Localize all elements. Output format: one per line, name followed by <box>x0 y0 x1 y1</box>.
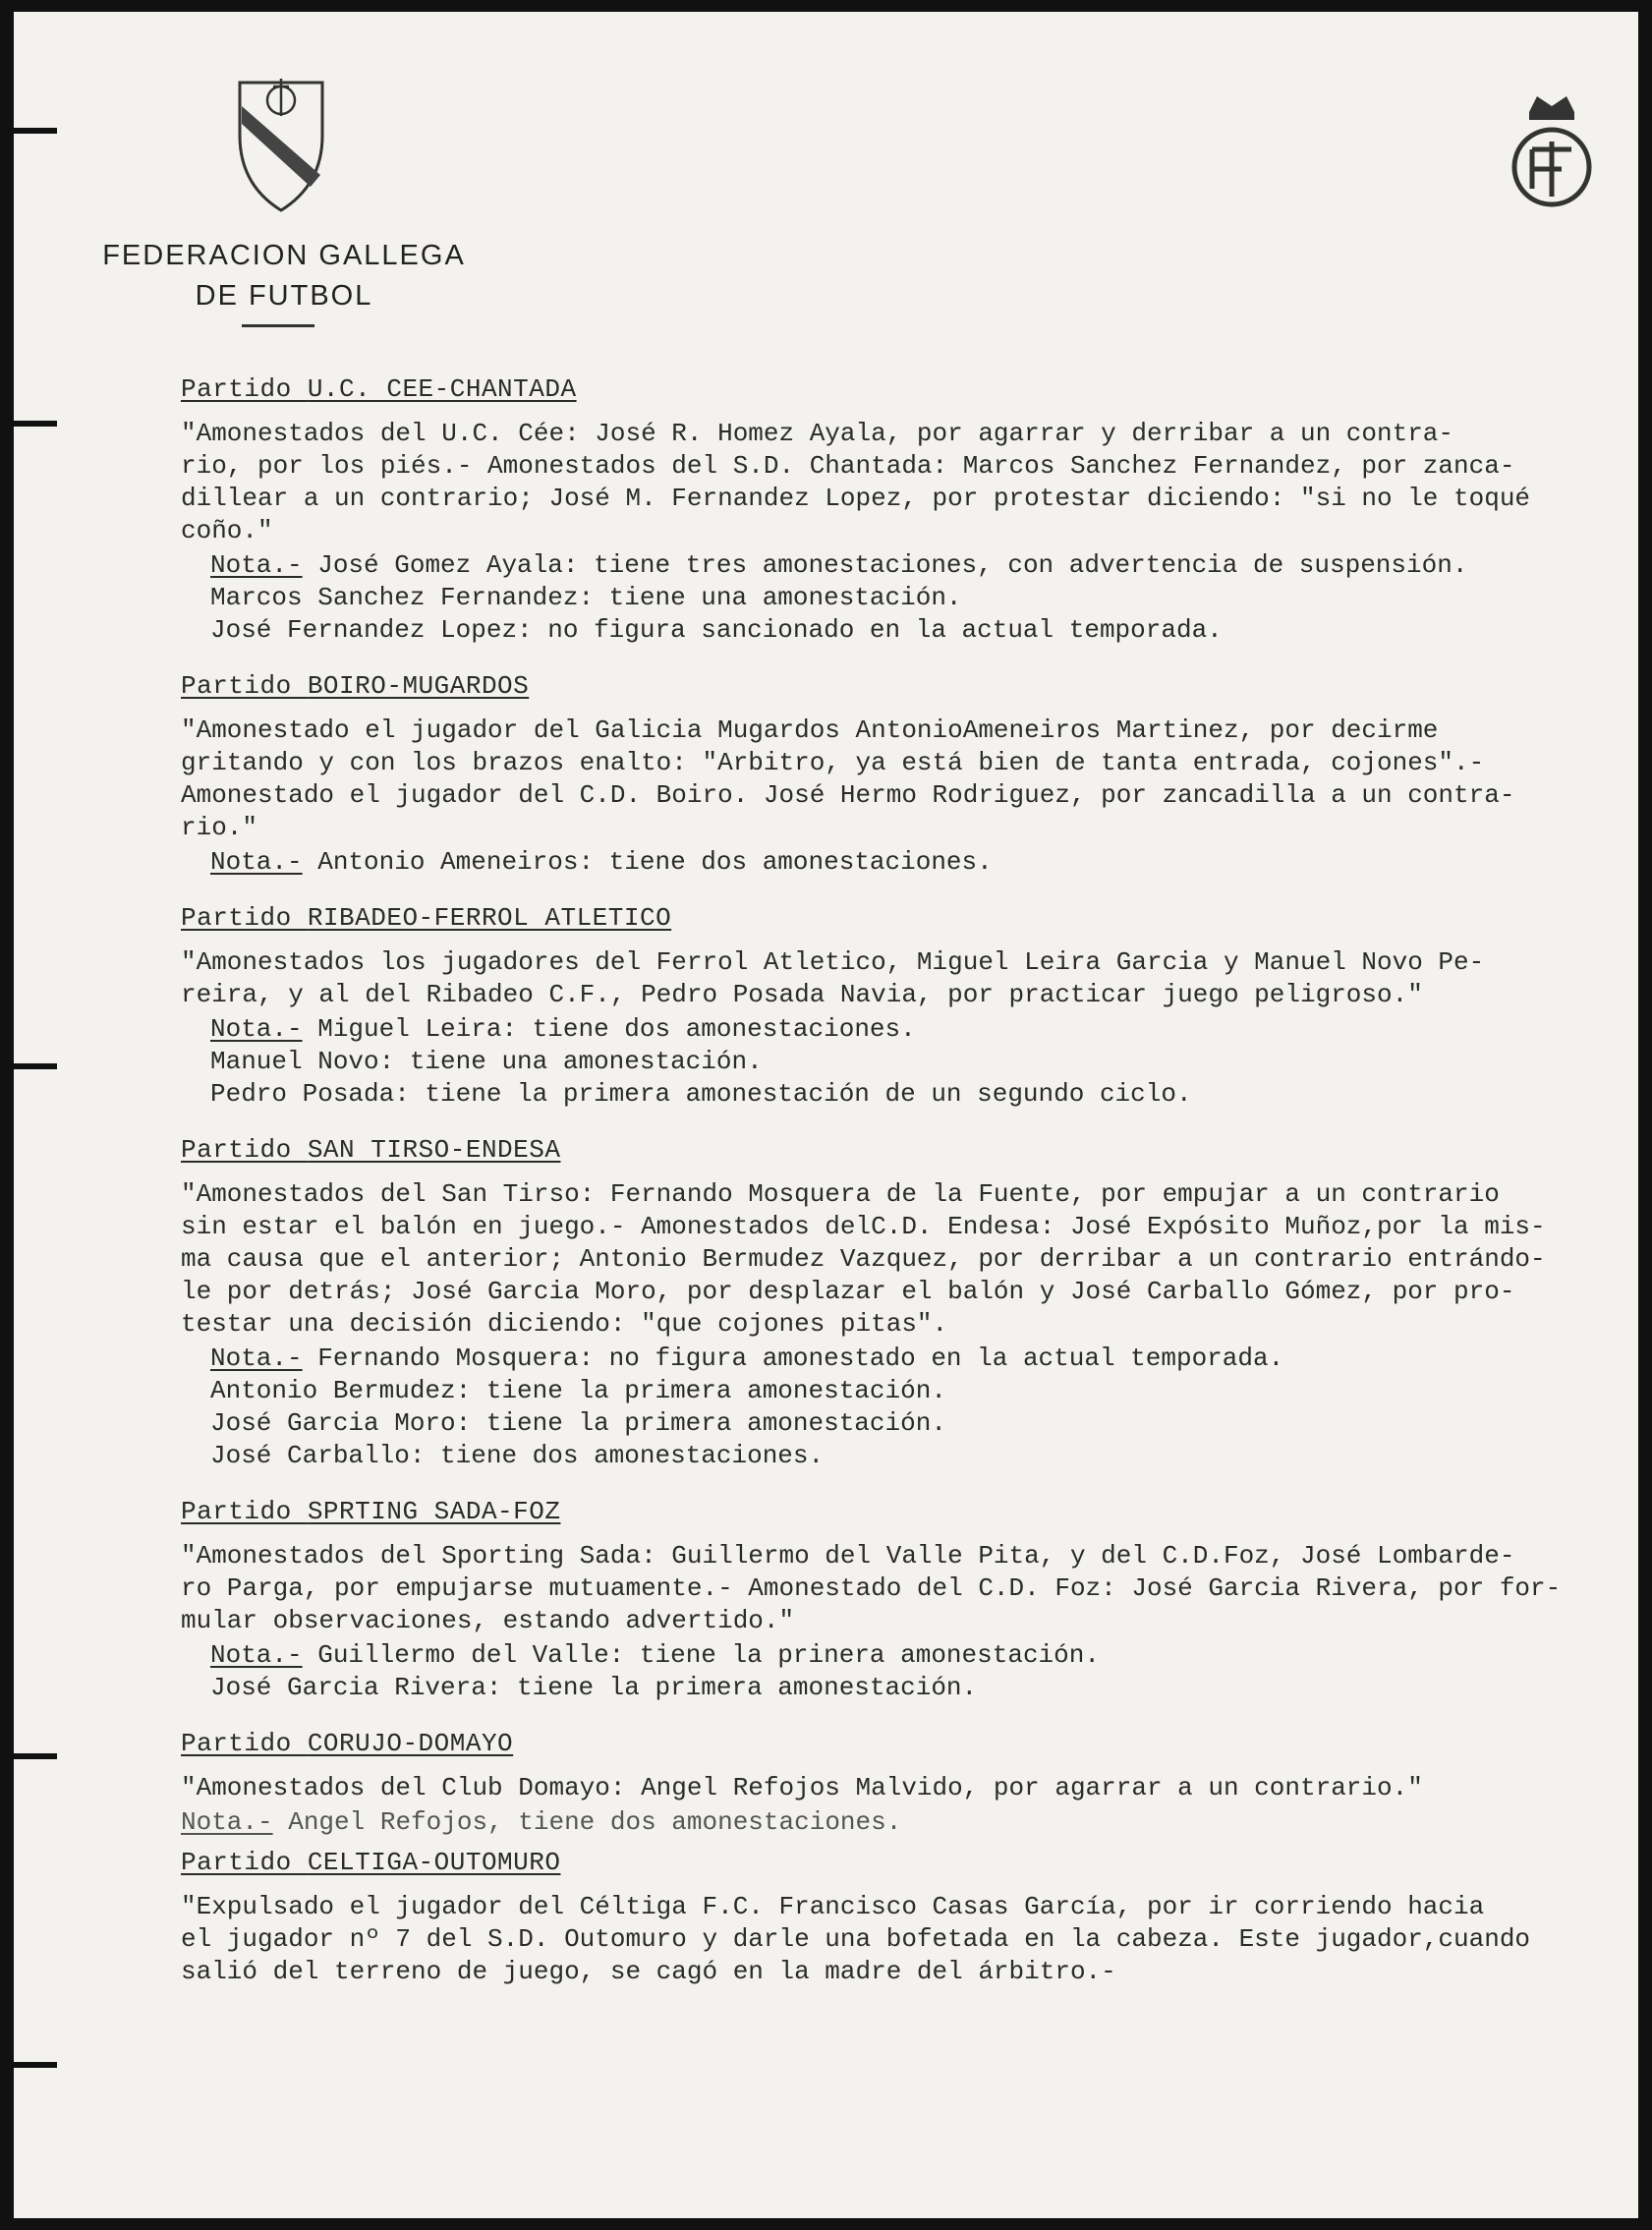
binder-hole-mark <box>14 1063 57 1069</box>
match-section <box>181 902 1625 1111</box>
note-continuation: Manuel Novo: tiene una amonestación. Pedro Posada: tiene la primera amonestación de un segundo ciclo. <box>210 1047 1192 1109</box>
match-section <box>181 1496 1625 1704</box>
match-title: Partido BOIRO-MUGARDOS <box>181 671 530 701</box>
binder-hole-mark <box>14 421 57 427</box>
match-section <box>181 670 1625 879</box>
match-title: Partido CORUJO-DOMAYO <box>181 1729 514 1758</box>
referee-report-quote: "Amonestado el jugador del Galicia Mugardos AntonioAmeneiros Martinez, por decirme gritando y con los brazos enalto: "Arbitro, ya está bien de tanta entrada, cojones".- Amonestado el jugador del C.D. Boiro. José Hermo Rodriguez, por zancadilla a un contra- rio." <box>181 715 1515 842</box>
referee-report-quote: "Amonestados del Club Domayo: Angel Refojos Malvido, por agarrar a un contrario." <box>181 1773 1423 1802</box>
note-line <box>210 846 1625 879</box>
referee-report-quote: "Amonestados del Sporting Sada: Guillermo del Valle Pita, y del C.D.Foz, José Lombarde- ro Parga, por empujarse mutuamente.- Amonestado del C.D. Foz: José Garcia Rivera, por for- mular observaciones, estando advertido." <box>181 1541 1562 1635</box>
binder-hole-mark <box>14 2062 57 2068</box>
note-continuation: José Garcia Rivera: tiene la primera amonestación. <box>210 1673 978 1702</box>
note-continuation: Marcos Sanchez Fernandez: tiene una amonestación. José Fernandez Lopez: no figura sancionado en la actual temporada. <box>210 583 1223 645</box>
note-label: Nota.- <box>210 1640 303 1670</box>
note-text: Antonio Ameneiros: tiene dos amonestaciones. <box>302 847 993 877</box>
match-section <box>181 373 1625 647</box>
federation-name-line2: DE FUTBOL <box>195 280 373 312</box>
note-text: Angel Refojos, tiene dos amonestaciones. <box>272 1807 902 1837</box>
match-title: Partido SPRTING SADA-FOZ <box>181 1497 561 1526</box>
match-name: SAN TIRSO-ENDESA <box>307 1135 561 1165</box>
match-section <box>181 1847 1625 1988</box>
note-line <box>210 1343 1625 1375</box>
match-title: Partido RIBADEO-FERROL ATLETICO <box>181 903 672 933</box>
federation-name <box>73 236 495 316</box>
referee-report-quote: "Amonestados del San Tirso: Fernando Mosquera de la Fuente, por empujar a un contrario sin estar el balón en juego.- Amonestados delC.D. Endesa: José Expósito Muñoz,por la mis- ma causa que el anterior; Antonio Bermudez Vazquez, por derribar a un contrario entrándo- le por detrás; José Garcia Moro, por desplazar el balón y José Carballo Gómez, por pro- testar una decisión diciendo: "que cojones pitas". <box>181 1179 1546 1339</box>
match-name: BOIRO-MUGARDOS <box>307 671 530 701</box>
match-title: Partido U.C. CEE-CHANTADA <box>181 374 577 404</box>
note-label: Nota.- <box>181 1807 273 1837</box>
match-section <box>181 1728 1625 1839</box>
referee-report-quote: "Amonestados los jugadores del Ferrol Atletico, Miguel Leira Garcia y Manuel Novo Pe- reira, y al del Ribadeo C.F., Pedro Posada Navia, por practicar juego peligroso." <box>181 947 1485 1009</box>
note-line <box>210 1013 1625 1046</box>
match-section <box>181 1134 1625 1472</box>
federation-name-line1: FEDERACION GALLEGA <box>102 240 466 271</box>
note-text: Fernando Mosquera: no figura amonestado en la actual temporada. <box>302 1344 1284 1373</box>
match-title: Partido SAN TIRSO-ENDESA <box>181 1135 561 1165</box>
note-text: Miguel Leira: tiene dos amonestaciones. <box>302 1014 916 1044</box>
match-name: RIBADEO-FERROL ATLETICO <box>307 903 672 933</box>
binder-hole-mark <box>14 1753 57 1759</box>
galician-federation-shield-icon <box>232 77 330 214</box>
note-label: Nota.- <box>210 1014 303 1044</box>
match-name: CELTIGA-OUTOMURO <box>307 1848 561 1877</box>
note-label: Nota.- <box>210 847 303 877</box>
note-label: Nota.- <box>210 550 303 580</box>
note-continuation: Antonio Bermudez: tiene la primera amonestación. José Garcia Moro: tiene la primera amonestación. José Carballo: tiene dos amonestaciones. <box>210 1376 946 1470</box>
note-label: Nota.- <box>210 1344 303 1373</box>
match-name: CORUJO-DOMAYO <box>307 1729 514 1758</box>
note-line <box>181 1806 1625 1839</box>
match-name: U.C. CEE-CHANTADA <box>307 374 577 404</box>
referee-report-quote: "Expulsado el jugador del Céltiga F.C. Francisco Casas García, por ir corriendo hacia el jugador nº 7 del S.D. Outomuro y darle una bofetada en la cabeza. Este jugador,cuando salió del terreno de juego, se cagó en la madre del árbitro.- <box>181 1892 1531 1986</box>
note-line <box>210 549 1625 582</box>
binder-hole-mark <box>14 128 57 134</box>
header-divider <box>242 324 314 327</box>
match-title: Partido CELTIGA-OUTOMURO <box>181 1848 561 1877</box>
note-line <box>210 1639 1625 1672</box>
note-text: Guillermo del Valle: tiene la prinera amonestación. <box>302 1640 1100 1670</box>
sanctions-report <box>181 373 1625 2012</box>
document-page <box>14 12 1638 2218</box>
match-name: SPRTING SADA-FOZ <box>307 1497 561 1526</box>
referee-report-quote: "Amonestados del U.C. Cée: José R. Homez Ayala, por agarrar y derribar a un contra- rio, por los piés.- Amonestados del S.D. Chantada: Marcos Sanchez Fernandez, por zanca- dillear a un contrario; José M. Fernandez Lopez, por protestar diciendo: "si no le toqué coño." <box>181 419 1531 545</box>
note-text: José Gomez Ayala: tiene tres amonestaciones, con advertencia de suspensión. <box>302 550 1468 580</box>
royal-spanish-federation-crest-icon <box>1498 90 1606 218</box>
